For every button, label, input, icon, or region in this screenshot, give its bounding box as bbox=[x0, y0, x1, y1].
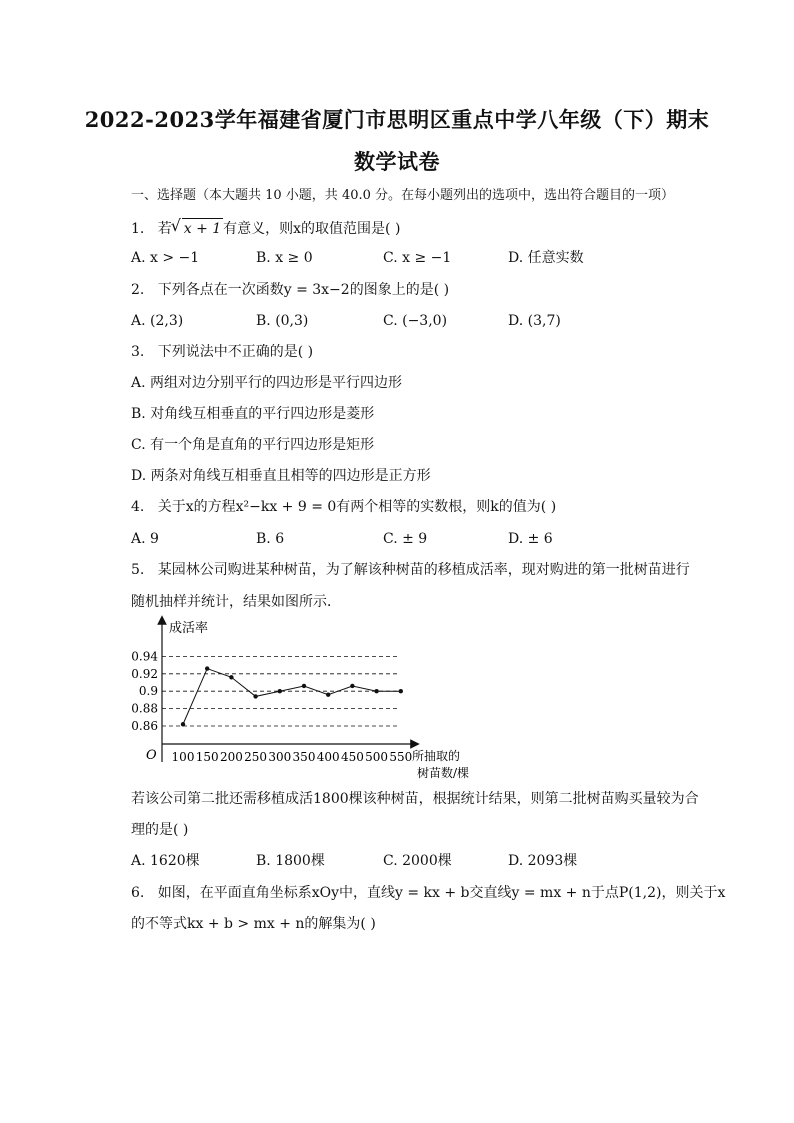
question-1 bbox=[131, 218, 400, 239]
data-point bbox=[399, 689, 403, 693]
option-d: D. 2093棵 bbox=[508, 853, 578, 869]
x-tick-label: 200 bbox=[219, 750, 243, 764]
series-line bbox=[183, 669, 401, 725]
question-number: 4. bbox=[131, 499, 145, 515]
question-text: 若 bbox=[157, 221, 172, 237]
data-point bbox=[374, 689, 378, 693]
question-5 bbox=[131, 560, 690, 580]
origin-label: O bbox=[146, 748, 157, 763]
question-number: 2. bbox=[131, 282, 145, 298]
y-tick-label: 0.94 bbox=[131, 649, 158, 664]
y-tick-label: 0.9 bbox=[138, 684, 158, 699]
option-b: B. 1800棵 bbox=[256, 853, 325, 869]
question-number: 1. bbox=[131, 221, 145, 237]
data-point bbox=[229, 675, 233, 679]
option-d: D. (3,7) bbox=[508, 313, 561, 329]
option-c: C. x ≥ −1 bbox=[383, 250, 452, 266]
x-tick-label: 150 bbox=[195, 750, 219, 764]
option-a: A. 9 bbox=[131, 531, 159, 547]
question-text: 某园林公司购进某种树苗，为了解该种树苗的移植成活率，现对购进的第一批树苗进行 bbox=[157, 562, 690, 578]
question-text-continued: 理的是( ) bbox=[131, 822, 189, 838]
option-b: B. 6 bbox=[256, 531, 285, 547]
question-text-continued: 若该公司第二批还需移植成活1800棵该种树苗，根据统计结果，则第二批树苗购买量较为合 bbox=[131, 791, 699, 807]
data-point bbox=[253, 694, 257, 698]
data-point bbox=[326, 692, 330, 696]
x-axis-label: 所抽取的 bbox=[412, 749, 461, 763]
data-point bbox=[302, 684, 306, 688]
option-d: D. 两条对角线互相垂直且相等的四边形是正方形 bbox=[131, 468, 431, 484]
option-b: B. 对角线互相垂直的平行四边形是菱形 bbox=[131, 406, 375, 422]
section-heading: 一、选择题（本大题共 10 小题，共 40.0 分。在每小题列出的选项中，选出符合题目的一项） bbox=[131, 188, 675, 203]
option-d: D. ± 6 bbox=[508, 531, 553, 547]
x-tick-label: 450 bbox=[340, 750, 364, 764]
y-tick-label: 0.86 bbox=[131, 719, 158, 733]
y-tick-label: 0.88 bbox=[131, 701, 158, 716]
x-tick-label: 550 bbox=[389, 750, 413, 764]
option-c: C. 2000棵 bbox=[383, 853, 452, 869]
survival-rate-chart bbox=[125, 612, 505, 784]
question-text: 有意义，则x的取值范围是( ) bbox=[223, 221, 401, 237]
question-text: 下列说法中不正确的是( ) bbox=[157, 344, 314, 360]
x-tick-label: 500 bbox=[365, 750, 389, 764]
data-point bbox=[205, 666, 209, 670]
question-text: 关于x的方程x²−kx + 9 = 0有两个相等的实数根，则k的值为( ) bbox=[157, 499, 557, 515]
page-subtitle: 数学试卷 bbox=[354, 149, 440, 174]
square-root: √ x + 1 bbox=[182, 218, 223, 239]
option-c: C. 有一个角是直角的平行四边形是矩形 bbox=[131, 437, 375, 453]
question-3 bbox=[131, 342, 313, 362]
x-tick-label: 350 bbox=[292, 750, 316, 764]
question-text-continued: 的不等式kx + b > mx + n的解集为( ) bbox=[131, 916, 376, 932]
data-point bbox=[350, 684, 354, 688]
page-title: 2022-2023学年福建省厦门市思明区重点中学八年级（下）期末 bbox=[84, 107, 710, 132]
question-4 bbox=[131, 497, 556, 517]
x-tick-label: 400 bbox=[316, 750, 340, 764]
question-number: 6. bbox=[131, 885, 145, 901]
question-number: 5. bbox=[131, 562, 145, 578]
question-text-continued: 随机抽样并统计，结果如图所示． bbox=[131, 594, 341, 610]
option-a: A. (2,3) bbox=[131, 313, 184, 329]
y-tick-label: 0.92 bbox=[131, 666, 158, 681]
x-tick-label: 300 bbox=[268, 750, 292, 764]
option-b: B. x ≥ 0 bbox=[256, 250, 313, 266]
question-text: 下列各点在一次函数y = 3x−2的图象上的是( ) bbox=[157, 282, 450, 298]
question-number: 3. bbox=[131, 344, 145, 360]
y-axis-label: 成活率 bbox=[169, 621, 209, 636]
option-a: A. 两组对边分别平行的四边形是平行四边形 bbox=[131, 375, 403, 391]
option-a: A. 1620棵 bbox=[131, 853, 200, 869]
option-b: B. (0,3) bbox=[256, 313, 309, 329]
data-point bbox=[181, 722, 185, 726]
question-6 bbox=[131, 883, 725, 903]
x-axis-label-2: 树苗数/棵 bbox=[417, 766, 470, 780]
option-a: A. x > −1 bbox=[131, 250, 200, 266]
x-tick-label: 250 bbox=[244, 750, 268, 764]
option-d: D. 任意实数 bbox=[508, 250, 584, 266]
question-text: 如图，在平面直角坐标系xOy中，直线y = kx + b交直线y = mx + n于点P(1,2)，则关于x bbox=[157, 885, 726, 901]
option-c: C. ± 9 bbox=[383, 531, 428, 547]
x-tick-label: 100 bbox=[171, 750, 195, 764]
question-2 bbox=[131, 280, 449, 300]
data-point bbox=[278, 689, 282, 693]
option-c: C. (−3,0) bbox=[383, 313, 448, 329]
